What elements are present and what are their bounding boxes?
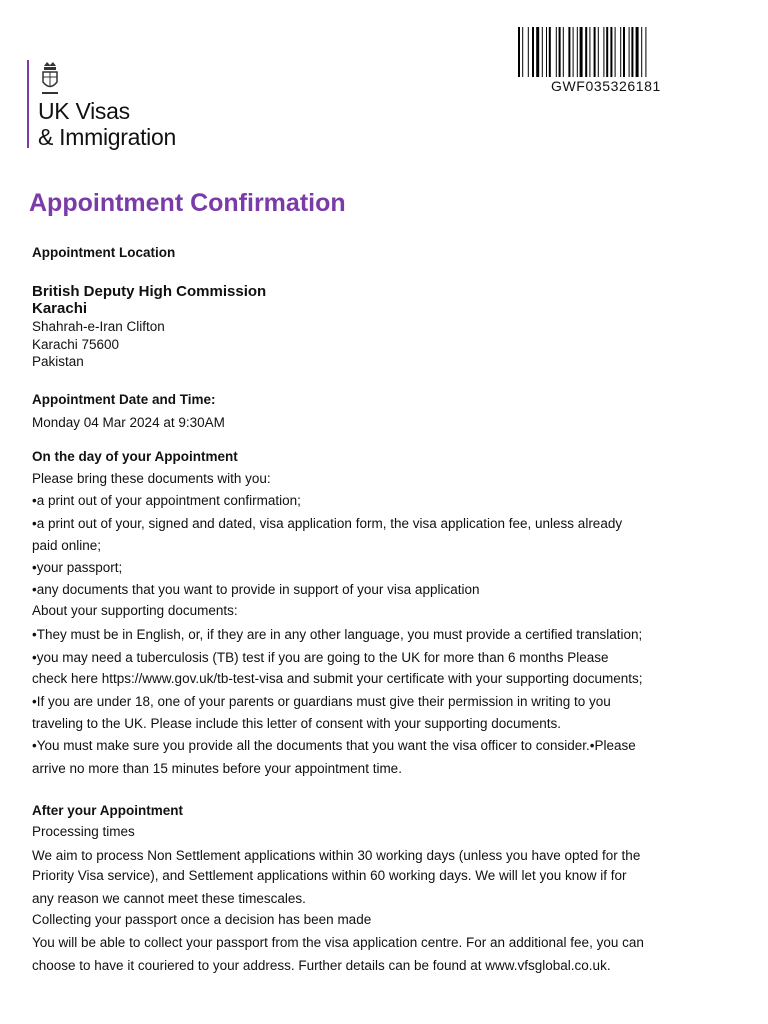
appointment-datetime: Monday 04 Mar 2024 at 9:30AM xyxy=(32,415,225,430)
document-line: •any documents that you want to provide in support of your visa application xyxy=(32,582,480,597)
brand-line-1: UK Visas xyxy=(38,98,130,124)
royal-crest-icon xyxy=(38,60,62,96)
after-line: any reason we cannot meet these timescales. xyxy=(32,891,306,906)
barcode-bar xyxy=(594,27,596,77)
supporting-docs-line: traveling to the UK. Please include this letter of consent with your supporting documents. xyxy=(32,716,562,731)
location-heading: Appointment Location xyxy=(32,245,176,260)
barcode-bar xyxy=(629,27,630,77)
barcode-bar xyxy=(606,27,608,77)
barcode xyxy=(518,27,684,77)
after-line: You will be able to collect your passport from the visa application centre. For an additional fee, you can xyxy=(32,935,644,950)
supporting-docs-line: check here https://www.gov.uk/tb-test-visa and submit your certificate with your supporting documents; xyxy=(32,671,643,686)
barcode-bar xyxy=(645,27,646,77)
document-line: paid online; xyxy=(32,538,102,553)
barcode-bar xyxy=(559,27,561,77)
barcode-bar xyxy=(518,27,520,77)
barcode-bar xyxy=(546,27,547,77)
location-name-line-2: Karachi xyxy=(32,300,88,317)
barcode-bar xyxy=(631,27,633,77)
barcode-bar xyxy=(568,27,570,77)
barcode-bar xyxy=(556,27,557,77)
document-line: •a print out of your appointment confirmation; xyxy=(32,493,301,508)
document-line: •your passport; xyxy=(32,560,123,575)
barcode-bar xyxy=(577,27,578,77)
barcode-bar xyxy=(589,27,590,77)
page-title: Appointment Confirmation xyxy=(29,189,346,217)
brand-line-2: & Immigration xyxy=(38,124,176,150)
barcode-bar xyxy=(522,27,523,77)
barcode-bar xyxy=(623,27,625,77)
after-line: Collecting your passport once a decision has been made xyxy=(32,912,372,927)
supporting-docs-line: •If you are under 18, one of your parents or guardians must give their permission in writing to you xyxy=(32,694,611,709)
barcode-bar xyxy=(620,27,621,77)
location-name-line-1: British Deputy High Commission xyxy=(32,283,267,300)
supporting-docs-line: arrive no more than 15 minutes before your appointment time. xyxy=(32,761,402,776)
barcode-bar xyxy=(603,27,604,77)
barcode-bar xyxy=(585,27,587,77)
barcode-bar xyxy=(598,27,599,77)
address-line: Karachi 75600 xyxy=(32,337,120,352)
barcode-bar xyxy=(549,27,551,77)
barcode-bar xyxy=(636,27,639,77)
document-line: •a print out of your, signed and dated, visa application form, the visa application fee, unless already xyxy=(32,516,623,531)
barcode-bar xyxy=(542,27,543,77)
barcode-bar xyxy=(610,27,612,77)
after-heading: After your Appointment xyxy=(32,803,183,818)
datetime-heading: Appointment Date and Time: xyxy=(32,392,216,407)
brand-name xyxy=(38,98,176,150)
after-line: Priority Visa service), and Settlement applications within 60 working days. We will let you know if for xyxy=(32,868,627,883)
barcode-bar xyxy=(615,27,616,77)
barcode-bar xyxy=(573,27,574,77)
supporting-docs-line: •You must make sure you provide all the documents that you want the visa officer to consider.•Please xyxy=(32,738,636,753)
barcode-bar xyxy=(641,27,642,77)
after-line: choose to have it couriered to your address. Further details can be found at www.vfsglobal.co.uk. xyxy=(32,958,611,973)
supporting-docs-line: •They must be in English, or, if they are in any other language, you must provide a certified translation; xyxy=(32,627,643,642)
supporting-docs-heading: About your supporting documents: xyxy=(32,603,238,618)
barcode-bar xyxy=(536,27,539,77)
barcode-bar xyxy=(532,27,534,77)
supporting-docs-line: •you may need a tuberculosis (TB) test if you are going to the UK for more than 6 months Please xyxy=(32,650,609,665)
barcode-bar xyxy=(528,27,529,77)
barcode-bar xyxy=(563,27,564,77)
day-of-heading: On the day of your Appointment xyxy=(32,449,238,464)
logo-divider xyxy=(27,60,29,148)
address-line: Pakistan xyxy=(32,354,84,369)
after-line: Processing times xyxy=(32,824,135,839)
after-line: We aim to process Non Settlement applications within 30 working days (unless you have opted for the xyxy=(32,848,641,863)
reference-number: GWF035326181 xyxy=(551,78,661,94)
address-line: Shahrah-e-Iran Clifton xyxy=(32,319,165,334)
day-of-intro: Please bring these documents with you: xyxy=(32,471,271,486)
barcode-bar xyxy=(580,27,583,77)
